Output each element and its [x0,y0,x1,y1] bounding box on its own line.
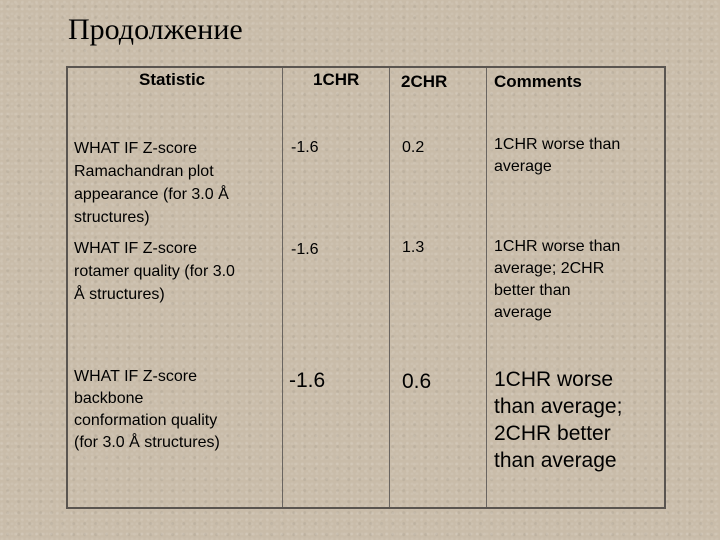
row2-2chr: 1.3 [402,239,425,256]
column-divider [486,68,487,507]
page-title: Продолжение [68,13,243,46]
row2-statistic: WHAT IF Z-score rotamer quality (for 3.0 Å structures) [74,240,235,303]
header-comments: Comments [494,72,582,91]
row1-2chr: 0.2 [402,139,425,156]
header-statistic: Statistic [139,70,206,89]
row1-comments: 1CHR worse than average [494,136,621,175]
row1-statistic: WHAT IF Z-score Ramachandran plot appearance (for 3.0 Å structures) [74,140,229,226]
row3-1chr: -1.6 [289,369,326,392]
row2-comments: 1CHR worse than average; 2CHR better than average [494,238,621,321]
row3-statistic: WHAT IF Z-score backbone conformation quality (for 3.0 Å structures) [74,368,220,451]
row1-1chr: -1.6 [291,139,319,156]
header-2chr: 2CHR [401,72,448,91]
row3-2chr: 0.6 [402,370,432,393]
column-divider [389,68,390,507]
row2-1chr: -1.6 [291,241,319,258]
column-divider [282,68,283,507]
row3-comments: 1CHR worse than average; 2CHR better than average [494,368,623,472]
header-1chr: 1CHR [313,70,360,89]
